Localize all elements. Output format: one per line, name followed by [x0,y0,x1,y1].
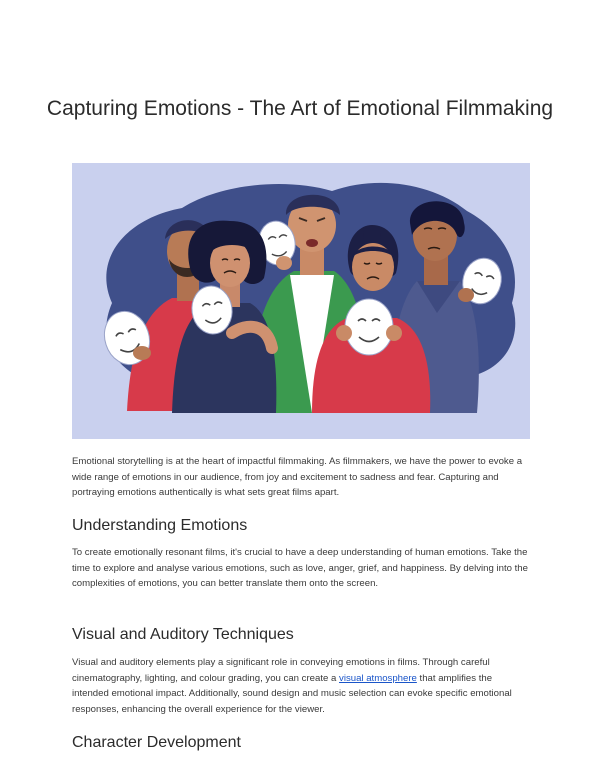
heading-character-development: Character Development [72,734,241,751]
paragraph-understanding-emotions: To create emotionally resonant films, it's crucial to have a deep understanding of human emotions. Take the time to explore and analyse various emotions, such as love, anger, grief, and happiness. By delving into the complexities of emotions, you can better translate them onto the screen. [72,547,528,589]
page-title: Capturing Emotions - The Art of Emotional Filmmaking [46,97,554,120]
paragraph-text-end: that amplifies the intended emotional impact. Additionally, sound design and music selection can evoke specific emotional responses, enhancing the overall experience for the viewer. [72,672,512,715]
heading-understanding-emotions: Understanding Emotions [72,517,248,534]
emotions-illustration [72,163,530,439]
paragraph-visual-auditory [72,655,530,717]
visual-atmosphere-link[interactable]: visual atmosphere [339,672,417,684]
intro-paragraph: Emotional storytelling is at the heart of impactful filmmaking. As filmmakers, we have the power to evoke a wide range of emotions in our audience, from joy and excitement to sadness and fear. Capturing and portraying emotions authentically is what sets great films apart. [72,456,523,498]
heading-visual-auditory: Visual and Auditory Techniques [72,626,294,643]
paragraph-text-start: Visual and auditory elements play a significant role in conveying emotions in films. Through careful cinematography, lighting, and colour grading, you can create a [72,657,490,684]
